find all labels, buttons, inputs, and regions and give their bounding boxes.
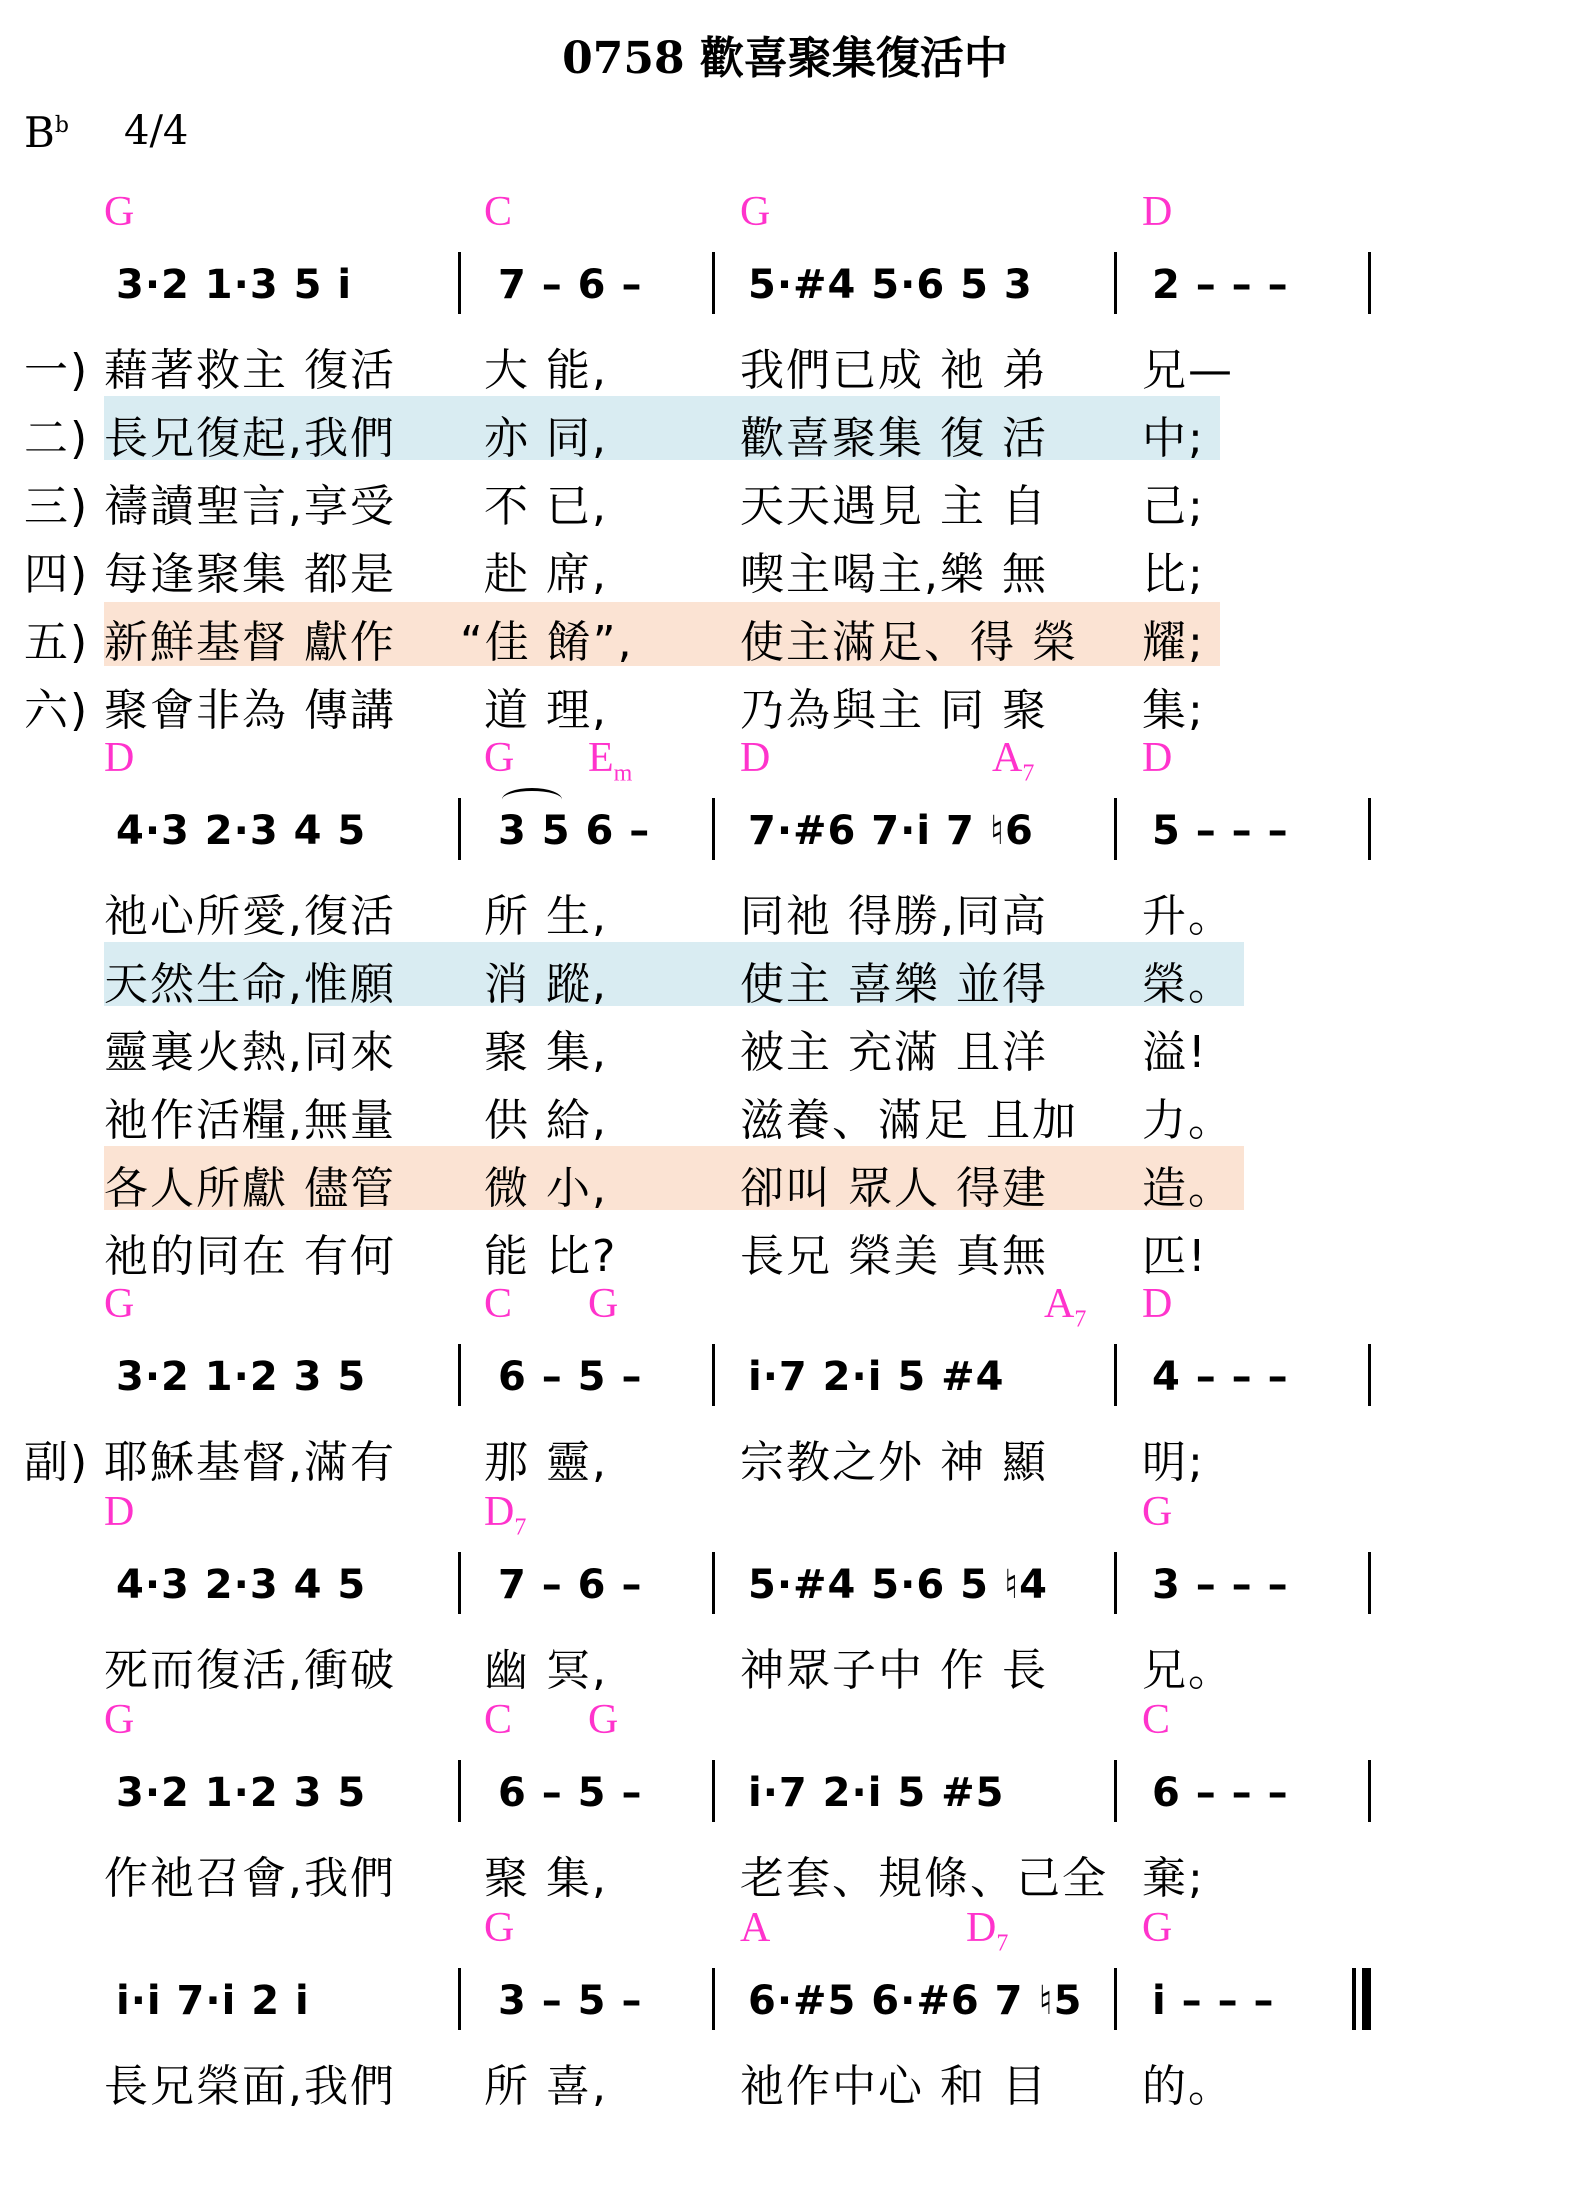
chord-root: A [992,735,1023,781]
measure: 3·2 1·3 5 i [116,262,353,308]
chord: G [588,1697,619,1743]
measure: i·7 2·i 5 #4 [748,1354,1005,1400]
lyric: 匹! [1142,1231,1208,1282]
measure: 3 – 5 – [498,1978,643,2024]
chord-root: A [1044,1281,1075,1327]
lyric: 的。 [1142,2061,1234,2112]
chord: G [104,189,135,235]
lyric: 集; [1142,685,1205,736]
chord: C [484,189,513,235]
measure: 2 – – – [1152,262,1289,308]
measure: 5·#4 5·6 5 3 [748,262,1033,308]
lyric: 作祂召會,我們 [104,1853,396,1904]
measure: 6 – 5 – [498,1354,643,1400]
lyric: 禱讀聖言,享受 [104,481,396,532]
lyric: 使主 喜樂 並得 [740,959,1048,1010]
lyric: 滋養、滿足 且加 [740,1095,1078,1146]
barline [1368,1344,1371,1406]
key-accidental: b [54,113,69,138]
lyric: 長兄復起,我們 [104,413,396,464]
measure: i – – – [1152,1978,1275,2024]
barline [458,1552,461,1614]
chord-quality: 7 [514,1514,527,1541]
chord: D [740,735,771,781]
key-signature [24,108,69,157]
barline [1114,798,1117,860]
lyric: 升。 [1142,891,1234,942]
lyric: 能 比? [484,1231,618,1282]
measure: 4 – – – [1152,1354,1289,1400]
lyric: 中; [1142,413,1205,464]
lyric: 微 小, [484,1163,608,1214]
chord: G [484,735,515,781]
chord: D [1142,735,1173,781]
lyric: 兄— [1142,345,1234,396]
lyric: 耶穌基督,滿有 [104,1437,396,1488]
barline [458,1344,461,1406]
chord-quality: 7 [996,1930,1009,1957]
lyric: 赴 席, [484,549,608,600]
verse-number: 一) [24,345,90,396]
chord: D [104,1489,135,1535]
verse-number: 二) [24,413,90,464]
lyric: 所 喜, [484,2061,608,2112]
measure: 3·2 1·2 3 5 [116,1354,367,1400]
time-signature: 4/4 [124,108,189,154]
lyric: 祂作中心 和 目 [740,2061,1048,2112]
chord: G [104,1281,135,1327]
lyric: “佳 餚”, [460,617,634,668]
chord: C [1142,1697,1171,1743]
lyric: 祂的同在 有何 [104,1231,396,1282]
chord: G [484,1905,515,1951]
barline [712,1968,715,2030]
barline [1368,1552,1371,1614]
barline [1114,1552,1117,1614]
lyric: 卻叫 眾人 得建 [740,1163,1048,1214]
lyric: 喫主喝主,樂 無 [740,549,1048,600]
barline [1368,798,1371,860]
final-barline-thin [1352,1968,1356,2030]
lyric: 死而復活,衝破 [104,1645,396,1696]
barline [1114,1344,1117,1406]
chord: G [740,189,771,235]
lyric: 長兄 榮美 真無 [740,1231,1048,1282]
lyric: 歡喜聚集 復 活 [740,413,1048,464]
lyric: 不 已, [484,481,608,532]
chord: G [104,1697,135,1743]
chord: D [1142,189,1173,235]
lyric: 道 理, [484,685,608,736]
chord: D [104,735,135,781]
lyric: 聚 集, [484,1027,608,1078]
chord: G [1142,1489,1173,1535]
chord-quality: 7 [1074,1306,1087,1333]
final-barline-thick [1362,1968,1371,2030]
lyric: 使主滿足、得 榮 [740,617,1078,668]
lyric: 同祂 得勝,同高 [740,891,1048,942]
chord: G [588,1281,619,1327]
barline [712,252,715,314]
chord: C [484,1697,513,1743]
chord [484,1488,526,1541]
measure: 4·3 2·3 4 5 [116,808,367,854]
lyric: 造。 [1142,1163,1234,1214]
barline [458,798,461,860]
barline [1114,1760,1117,1822]
measure: 3 – – – [1152,1562,1289,1608]
chord: G [1142,1905,1173,1951]
verse-number: 四) [24,549,90,600]
lyric: 神眾子中 作 長 [740,1645,1048,1696]
lyric: 老套、規條、己全 [740,1853,1108,1904]
chord-quality: 7 [1022,760,1035,787]
lyric: 耀; [1142,617,1205,668]
measure: 5 – – – [1152,808,1289,854]
lyric: 明; [1142,1437,1205,1488]
chord [588,734,632,787]
lyric: 兄。 [1142,1645,1234,1696]
barline [712,1760,715,1822]
lyric: 天天遇見 主 自 [740,481,1048,532]
lyric: 力。 [1142,1095,1234,1146]
measure: i·7 2·i 5 #5 [748,1770,1005,1816]
lyric: 供 給, [484,1095,608,1146]
lyric: 所 生, [484,891,608,942]
lyric: 消 蹤, [484,959,608,1010]
lyric: 溢! [1142,1027,1208,1078]
measure: 7·#6 7·i 7 ♮6 [748,808,1034,854]
barline [712,798,715,860]
lyric: 新鮮基督 獻作 [104,617,396,668]
chord-root: D [484,1489,515,1535]
chord: C [484,1281,513,1327]
measure: 7 – 6 – [498,1562,643,1608]
measure: 6 – 5 – [498,1770,643,1816]
chord-quality: m [613,760,633,787]
lyric: 祂作活糧,無量 [104,1095,396,1146]
lyric: 長兄榮面,我們 [104,2061,396,2112]
lyric: 藉著救主 復活 [104,345,396,396]
lyric: 比; [1142,549,1205,600]
measure: 4·3 2·3 4 5 [116,1562,367,1608]
lyric: 被主 充滿 且洋 [740,1027,1048,1078]
verse-number: 三) [24,481,90,532]
lyric: 天然生命,惟願 [104,959,396,1010]
measure: 6·#5 6·#6 7 ♮5 [748,1978,1083,2024]
barline [458,1760,461,1822]
measure: 5·#4 5·6 5 ♮4 [748,1562,1048,1608]
barline [458,252,461,314]
lyric: 聚 集, [484,1853,608,1904]
chord: A [740,1905,771,1951]
barline [1368,1760,1371,1822]
barline [1368,252,1371,314]
barline [712,1344,715,1406]
lyric: 那 靈, [484,1437,608,1488]
lyric: 每逢聚集 都是 [104,549,396,600]
barline [1114,1968,1117,2030]
lyric: 棄; [1142,1853,1205,1904]
lyric: 大 能, [484,345,608,396]
verse-number: 六) [24,685,90,736]
measure: 7 – 6 – [498,262,643,308]
chord-root: E [588,735,614,781]
measure: 6 – – – [1152,1770,1289,1816]
barline [458,1968,461,2030]
measure: 3·2 1·2 3 5 [116,1770,367,1816]
chord [1044,1280,1086,1333]
verse-number: 副) [24,1437,90,1488]
lyric: 祂心所愛,復活 [104,891,396,942]
barline [1114,252,1117,314]
chord: D [1142,1281,1173,1327]
barline [712,1552,715,1614]
key-note: B [24,108,55,157]
lyric: 己; [1142,481,1205,532]
lyric: 亦 同, [484,413,608,464]
lyric: 聚會非為 傳講 [104,685,396,736]
lyric: 乃為與主 同 聚 [740,685,1048,736]
lyric: 榮。 [1142,959,1234,1010]
verse-number: 五) [24,617,90,668]
lyric: 各人所獻 儘管 [104,1163,396,1214]
lyric: 宗教之外 神 顯 [740,1437,1048,1488]
measure: 3 5 6 – [498,808,651,854]
lyric: 我們已成 祂 弟 [740,345,1048,396]
lyric: 靈裏火熱,同來 [104,1027,396,1078]
lyric: 幽 冥, [484,1645,608,1696]
chord-root: D [966,1905,997,1951]
song-title: 0758 歡喜聚集復活中 [562,33,1008,84]
measure: i·i 7·i 2 i [116,1978,310,2024]
chord [992,734,1034,787]
chord [966,1904,1008,1957]
